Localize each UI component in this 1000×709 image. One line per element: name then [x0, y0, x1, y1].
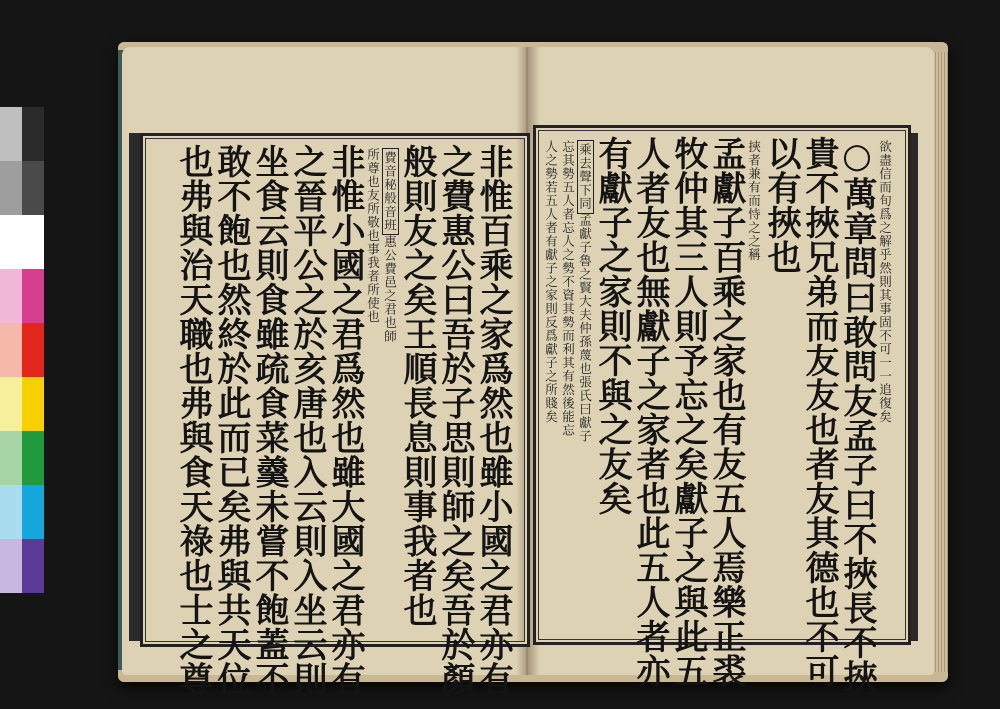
- column-text: 挾者兼有而恃之之稱: [746, 140, 762, 262]
- column-text: ○萬章問曰敢問友孟子曰不挾長不挾: [837, 136, 877, 694]
- column-text: 欲盡信而旬爲之解乎然則其事固不可一一追復矣: [877, 140, 893, 424]
- color-swatch-light: [0, 323, 22, 377]
- color-swatch: [0, 215, 44, 269]
- left-text-frame: [140, 133, 530, 696]
- column-text: 般則友之矣王順長息則事我者也: [397, 144, 437, 627]
- pronunciation-note: 乘去聲下同: [577, 140, 594, 214]
- main-text-column: [799, 136, 839, 688]
- commentary-column: [578, 140, 591, 443]
- color-swatch-dark: [22, 377, 44, 431]
- commentary-column: [878, 140, 891, 424]
- color-swatch-dark: [22, 107, 44, 161]
- column-text: 也弗與治天職也弗與食天祿也士之尊: [173, 144, 213, 696]
- column-text: 忘其勢五人者忘人之勢不資其勢而利其有然後能忘: [560, 140, 576, 437]
- column-text: 以有挾也: [761, 136, 801, 274]
- right-text-frame: [533, 125, 911, 694]
- color-calibration-strip: [0, 107, 44, 593]
- main-text-column: [435, 144, 475, 696]
- color-swatch-light: [0, 161, 22, 215]
- color-swatch-light: [0, 377, 22, 431]
- color-swatch-dark: [22, 539, 44, 593]
- color-swatch: [0, 323, 44, 377]
- column-text: 之晉平公之於亥唐也入云則入坐云則: [287, 144, 327, 696]
- column-text: 非惟百乘之家爲然也雖小國之君亦有: [473, 144, 513, 696]
- main-text-column: [630, 136, 670, 688]
- color-swatch-dark: [22, 215, 44, 269]
- column-text: 之費惠公曰吾於子思則師之矣吾於顏: [435, 144, 475, 696]
- column-text: 敢不飽也然終於此而已矣弗與共天位: [211, 144, 251, 696]
- color-swatch: [0, 485, 44, 539]
- color-swatch-light: [0, 269, 22, 323]
- main-text-column: [706, 136, 746, 688]
- commentary-column: [561, 140, 574, 437]
- color-swatch: [0, 107, 44, 161]
- color-swatch-light: [0, 215, 22, 269]
- pronunciation-note: 費音秘般音班: [382, 148, 399, 235]
- main-text-column: [249, 144, 289, 696]
- column-text: 貴不挾兄弟而友友也者友其德也不可: [799, 136, 839, 688]
- main-text-column: [473, 144, 513, 696]
- main-text-column: [325, 144, 365, 696]
- main-text-column: [287, 144, 327, 696]
- main-text-column: [173, 144, 213, 696]
- color-swatch-dark: [22, 485, 44, 539]
- commentary-column: [383, 148, 396, 343]
- commentary-column: [544, 140, 557, 424]
- column-text: 坐食云則食雖疏食菜羹未嘗不飽蓋不: [249, 144, 289, 696]
- column-text: 所尊也友所敬也事我者所使也: [365, 148, 381, 324]
- color-swatch-light: [0, 485, 22, 539]
- color-swatch-dark: [22, 161, 44, 215]
- color-swatch-light: [0, 539, 22, 593]
- column-text: 牧仲其三人則予忘之矣獻子之與此五: [668, 136, 708, 688]
- color-swatch: [0, 377, 44, 431]
- color-swatch-dark: [22, 269, 44, 323]
- main-text-column: [211, 144, 251, 696]
- main-text-column: [397, 144, 437, 627]
- commentary-column: [366, 148, 379, 324]
- main-text-column: [761, 136, 801, 274]
- column-text: 孟獻子魯之賢大夫仲孫蔑也張氏曰獻子: [577, 213, 593, 443]
- column-text: 惠公費邑之君也師: [382, 235, 398, 343]
- color-swatch-light: [0, 431, 22, 485]
- commentary-column: [747, 140, 760, 262]
- main-text-column: [668, 136, 708, 688]
- column-text: 人者友也無獻子之家者也此五人者亦: [630, 136, 670, 688]
- main-text-column: [837, 136, 877, 694]
- color-swatch-dark: [22, 323, 44, 377]
- color-swatch: [0, 161, 44, 215]
- color-swatch: [0, 269, 44, 323]
- color-swatch: [0, 539, 44, 593]
- column-text: 人之勢若五人者有獻子之家則反爲獻子之所賤矣: [543, 140, 559, 424]
- color-swatch-light: [0, 107, 22, 161]
- main-text-column: [592, 136, 632, 516]
- color-swatch-dark: [22, 431, 44, 485]
- column-text: 非惟小國之君爲然也雖大國之君亦有: [325, 144, 365, 696]
- column-text: 有獻子之家則不與之友矣: [592, 136, 632, 516]
- color-swatch: [0, 431, 44, 485]
- column-text: 孟獻子百乘之家也有友五人焉樂正裘: [706, 136, 746, 688]
